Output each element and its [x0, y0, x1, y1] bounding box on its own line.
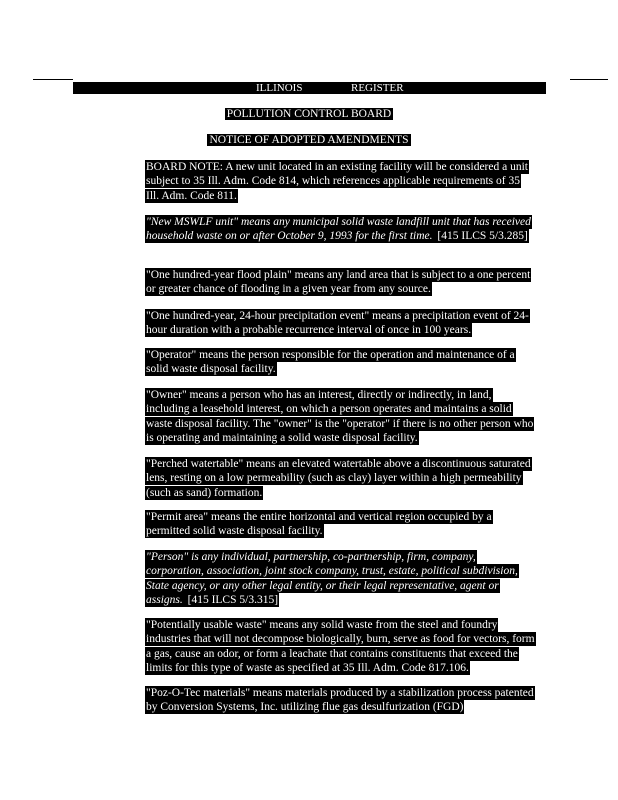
agency-heading	[0, 107, 618, 121]
notice-heading-text: NOTICE OF ADOPTED AMENDMENTS	[209, 134, 409, 146]
definition-perched-watertable	[145, 457, 535, 500]
register-header-part1: ILLINOIS	[256, 82, 303, 94]
paragraph-text: "Operator" means the person responsible for the operation and maintenance of a solid waste disposal facility.	[146, 349, 515, 376]
paragraph-text: "Owner" means a person who has an interest, directly or indirectly, in land, including a leasehold interest, on which a person operates and maintains a solid waste disposal facility. The "owner" is the "operator" if there is no other person who is operating and maintaining a solid waste disposal facility.	[146, 389, 534, 444]
definition-precipitation-event	[145, 309, 535, 338]
definition-potentially-usable-waste	[145, 618, 535, 675]
header-rule-right	[570, 79, 608, 80]
paragraph-text: "One hundred-year flood plain" means any land area that is subject to a one percent or greater chance of flooding in a given year from any source.	[146, 269, 531, 296]
paragraph-text: BOARD NOTE: A new unit located in an existing facility will be considered a unit subject to 35 Ill. Adm. Code 814, which references applicable requirements of 35 Ill. Adm. Code 811.	[146, 161, 528, 202]
paragraph-citation: [415 ILCS 5/3.285]	[434, 230, 528, 243]
definition-flood-plain	[145, 268, 535, 297]
paragraph-text: "Potentially usable waste" means any solid waste from the steel and foundry industries that will not decompose biologically, burn, serve as food for vectors, form a gas, cause an odor, or form a leachate that contains constituents that exceed the limits for this type of waste as specified at 35 Ill. Adm. Code 817.106.	[146, 619, 535, 674]
paragraph-text: "Permit area" means the entire horizontal and vertical region occupied by a permitted solid waste disposal facility.	[146, 511, 492, 538]
paragraph-text: "New MSWLF unit" means any municipal solid waste landfill unit that has received household waste on or after October 9, 1993 for the first time.	[146, 216, 531, 243]
register-header-part2: REGISTER	[351, 82, 404, 94]
register-header	[73, 82, 546, 94]
definition-permit-area	[145, 510, 535, 539]
definition-new-mswlf-unit	[145, 215, 535, 244]
paragraph-text: "Poz-O-Tec materials" means materials produced by a stabilization process patented by Conversion Systems, Inc. utilizing flue gas desulfurization (FGD)	[146, 687, 534, 714]
definition-poz-o-tec-materials	[145, 686, 535, 715]
paragraph-board-note	[145, 160, 535, 203]
definition-operator	[145, 348, 535, 377]
paragraph-text: "One hundred-year, 24-hour precipitation event" means a precipitation event of 24-hour duration with a probable recurrence interval of once in 100 years.	[146, 310, 529, 337]
notice-heading	[0, 133, 618, 147]
paragraph-text: "Person" is any individual, partnership, co-partnership, firm, company, corporation, association, joint stock company, trust, estate, political subdivision, State agency, or any other legal entity, or their legal representative, agent or assigns.	[146, 551, 518, 606]
agency-heading-text: POLLUTION CONTROL BOARD	[226, 108, 392, 120]
paragraph-citation: [415 ILCS 5/3.315]	[184, 593, 279, 606]
header-rule-left	[33, 79, 73, 80]
definition-person	[145, 550, 535, 607]
definition-owner	[145, 388, 535, 445]
paragraph-text: "Perched watertable" means an elevated watertable above a discontinuous saturated lens, resting on a low permeability (such as clay) layer within a high permeability (such as sand) formation.	[146, 458, 531, 499]
